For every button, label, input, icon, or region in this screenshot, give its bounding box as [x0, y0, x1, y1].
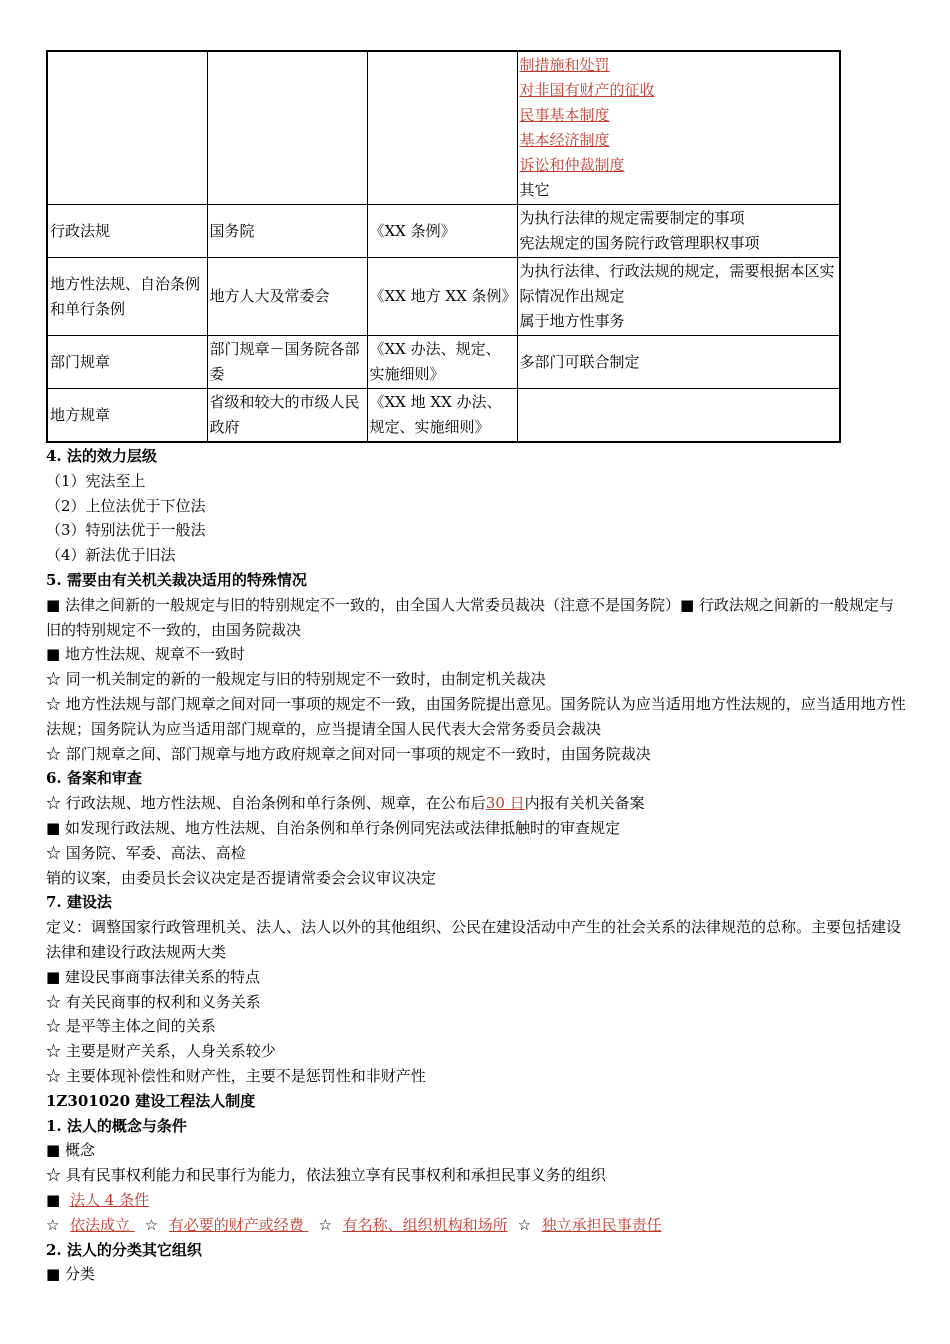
paragraph-text: 内报有关机关备案	[524, 794, 645, 813]
table-cell-text: 属于地方性事务	[519, 312, 625, 330]
table-cell: 《XX 条例》	[367, 205, 517, 258]
section-heading: 2. 法人的分类其它组织	[46, 1240, 202, 1259]
paragraph-text: ☆ 行政法规、地方性法规、自治条例和单行条例、规章，在公布后	[46, 794, 486, 813]
document-page	[46, 50, 906, 1287]
link-legal-person-conditions[interactable]: 法人 4 条件	[70, 1190, 150, 1209]
table-cell	[517, 205, 840, 258]
paragraph	[46, 1213, 906, 1238]
list-item: （2）上位法优于下位法	[46, 496, 206, 515]
table-cell: 行政法规	[47, 205, 207, 258]
table-cell-text: 宪法规定的国务院行政管理职权事项	[519, 234, 760, 252]
link-necessary-property[interactable]: 有必要的财产或经费	[168, 1215, 309, 1234]
table-cell-text: 多部门可联合制定	[519, 352, 640, 371]
table-cell	[517, 51, 840, 205]
paragraph: ■ 分类	[46, 1265, 95, 1284]
section-heading: 4. 法的效力层级	[46, 447, 157, 465]
link-civil-basic-system[interactable]: 民事基本制度	[519, 106, 610, 124]
paragraph: ☆ 地方性法规与部门规章之间对同一事项的规定不一致，由国务院提出意见。国务院认为应当适用地方性法规的，应当适用地方性法规；国务院认为应当适用部门规章的，应当提请全国人民代表大会常务委员会裁决	[46, 694, 906, 738]
table-cell	[367, 51, 517, 205]
paragraph: ■ 地方性法规、规章不一致时	[46, 645, 245, 664]
table-cell: 地方性法规、自治条例和单行条例	[47, 258, 207, 336]
list-item: ☆ 主要体现补偿性和财产性，主要不是惩罚性和非财产性	[46, 1066, 426, 1085]
table-cell	[517, 258, 840, 336]
star-bullet: ☆	[46, 1215, 60, 1234]
table-row	[47, 205, 840, 258]
star-bullet: ☆	[318, 1215, 333, 1234]
paragraph: ■ 法律之间新的一般规定与旧的特别规定不一致的，由全国人大常委员裁决（注意不是国务院）■ 行政法规之间新的一般规定与旧的特别规定不一致的，由国务院裁决	[46, 595, 894, 639]
list-item: （4）新法优于旧法	[46, 546, 176, 565]
section-heading: 5. 需要由有关机关裁决适用的特殊情况	[46, 570, 307, 589]
list-item: （3）特别法优于一般法	[46, 521, 206, 540]
legislation-table	[46, 50, 841, 443]
table-cell	[517, 336, 840, 389]
list-item: ☆ 是平等主体之间的关系	[46, 1017, 216, 1036]
table-row	[47, 258, 840, 336]
table-cell: 《XX 地 XX 办法、规定、实施细则》	[367, 389, 517, 443]
paragraph: 定义：调整国家行政管理机关、法人、法人以外的其他组织、公民在建设活动中产生的社会关系的法律规范的总称。主要包括建设法律和建设行政法规两大类	[46, 918, 902, 961]
paragraph: ■ 概念	[46, 1141, 95, 1160]
star-bullet: ☆	[517, 1215, 532, 1234]
list-item: ■ 建设民事商事法律关系的特点	[46, 967, 260, 986]
list-item: ☆ 主要是财产关系，人身关系较少	[46, 1042, 276, 1061]
table-row	[47, 51, 840, 205]
table-row	[47, 336, 840, 389]
paragraph: ☆ 国务院、军委、高法、高检	[46, 843, 246, 862]
paragraph: ☆ 同一机关制定的新的一般规定与旧的特别规定不一致时，由制定机关裁决	[46, 670, 546, 689]
table-row	[47, 389, 840, 443]
table-cell: 国务院	[207, 205, 367, 258]
link-basic-economic-system[interactable]: 基本经济制度	[519, 131, 610, 149]
link-independent-liability[interactable]: 独立承担民事责任	[541, 1215, 662, 1234]
link-litigation-arbitration[interactable]: 诉讼和仲裁制度	[519, 156, 625, 174]
table-cell: 地方规章	[47, 389, 207, 443]
list-item: ☆ 有关民商事的权利和义务关系	[46, 992, 261, 1011]
link-name-organization-premises[interactable]: 有名称、组织机构和场所	[342, 1215, 508, 1234]
table-cell	[207, 51, 367, 205]
section-heading: 6. 备案和审查	[46, 769, 142, 788]
square-bullet: ■	[46, 1190, 61, 1209]
table-cell	[517, 389, 840, 443]
link-lawful-establishment[interactable]: 依法成立	[70, 1215, 135, 1234]
table-cell: 部门规章－国务院各部委	[207, 336, 367, 389]
paragraph: ☆ 部门规章之间、部门规章与地方政府规章之间对同一事项的规定不一致时，由国务院裁决	[46, 744, 651, 763]
section-heading: 1. 法人的概念与条件	[46, 1116, 187, 1135]
link-30-days[interactable]: 30 日	[485, 794, 525, 813]
table-cell-text: 为执行法律的规定需要制定的事项	[519, 209, 745, 227]
star-bullet: ☆	[144, 1215, 159, 1234]
table-cell-text: 为执行法律、行政法规的规定，需要根据本区实际情况作出规定	[519, 262, 835, 305]
section-heading: 7. 建设法	[46, 893, 112, 912]
table-cell-text: 其它	[519, 181, 550, 199]
link-penalty-measures[interactable]: 制措施和处罚	[519, 56, 610, 74]
table-cell: 地方人大及常委会	[207, 258, 367, 336]
table-cell: 省级和较大的市级人民政府	[207, 389, 367, 443]
list-item: （1）宪法至上	[46, 471, 146, 490]
chapter-heading: 1Z301020 建设工程法人制度	[46, 1091, 256, 1110]
table-cell: 部门规章	[47, 336, 207, 389]
paragraph: 销的议案，由委员长会议决定是否提请常委会会议审议决定	[46, 868, 437, 887]
paragraph	[46, 1188, 906, 1213]
paragraph	[46, 791, 906, 816]
paragraph: ■ 如发现行政法规、地方性法规、自治条例和单行条例同宪法或法律抵触时的审查规定	[46, 818, 620, 837]
document-body	[46, 444, 906, 1287]
table-cell: 《XX 办法、规定、实施细则》	[367, 336, 517, 389]
paragraph: ☆ 具有民事权利能力和民事行为能力，依法独立享有民事权利和承担民事义务的组织	[46, 1166, 606, 1185]
link-property-expropriation[interactable]: 对非国有财产的征收	[519, 81, 655, 99]
table-cell: 《XX 地方 XX 条例》	[367, 258, 517, 336]
table-cell	[47, 51, 207, 205]
